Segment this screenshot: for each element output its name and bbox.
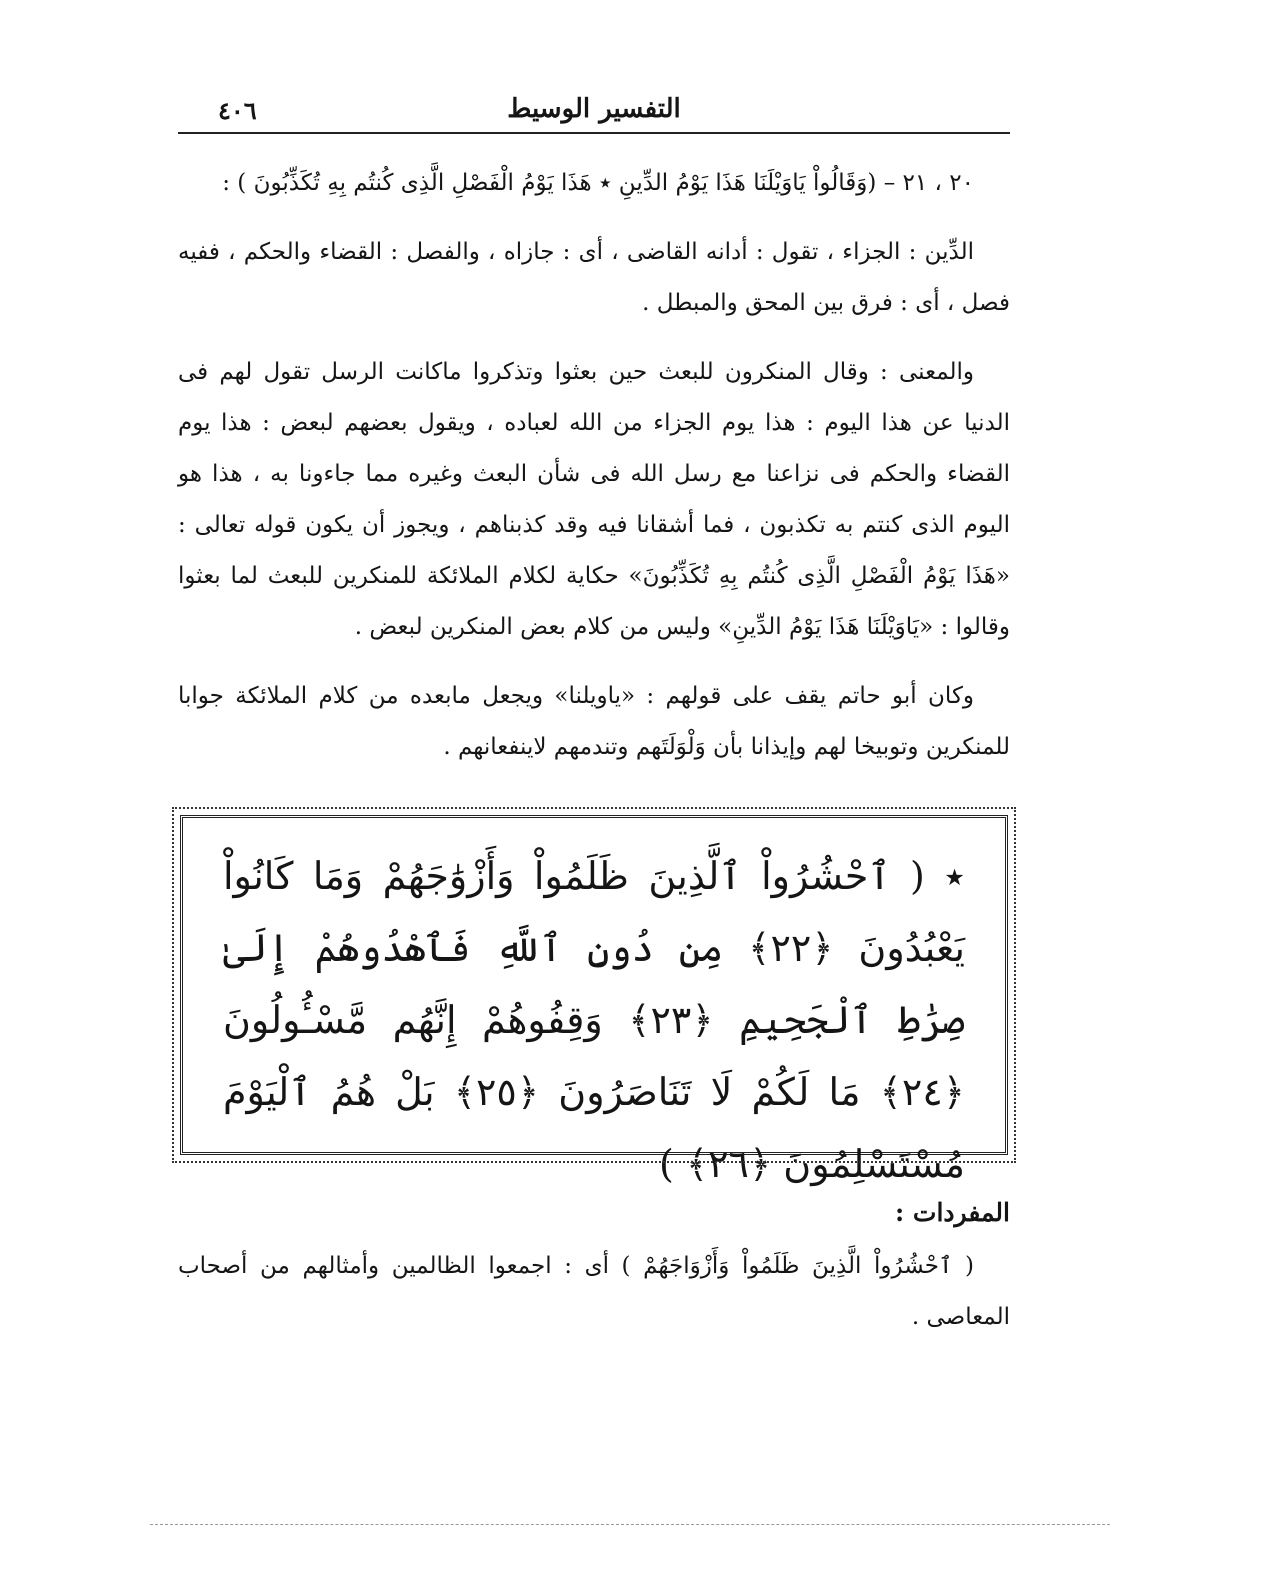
quran-passage: ٭ ( ٱحْشُرُواْ ٱلَّذِينَ ظَلَمُواْ وَأَزْوَٰجَهُمْ وَمَا كَانُواْ يَعْبُدُونَ ﴿٢٢﴾ مِن دُونِ ٱللَّهِ فَٱهْدُوهُمْ إِلَىٰ صِرَٰطِ ٱلْجَحِيمِ ﴿٢٣﴾ وَقِفُوهُمْ إِنَّهُم مَّسْـُٔولُونَ ﴿٢٤﴾ مَا لَكُمْ لَا تَنَاصَرُونَ ﴿٢٥﴾ بَلْ هُمُ ٱلْيَوْمَ مُسْتَسْلِمُونَ ﴿٢٦﴾ ) [223, 854, 966, 1186]
abu-hatim-paragraph: وكان أبو حاتم يقف على قولهم : «ياويلنا» ويجعل مابعده من كلام الملائكة جوابا للمنكرين وتوبيخا لهم وإيذانا بأن وَلْوَلَتَهم وتندمهم لاينفعانهم . [178, 683, 1010, 760]
book-page [178, 88, 1010, 1343]
page-header [178, 88, 1010, 134]
running-title: التفسير الوسيط [507, 94, 681, 124]
definitions-paragraph: الدِّين : الجزاء ، تقول : أدانه القاضى ، أى : جازاه ، والفصل : القضاء والحكم ، ففيه فصل ، أى : فرق بين المحق والمبطل . [178, 239, 1010, 316]
quran-frame [180, 815, 1008, 1186]
footer-rule [150, 1524, 1110, 1525]
vocab-heading: المفردات : [894, 1198, 1010, 1227]
verse-paragraph: ٢٠ ، ٢١ – (وَقَالُواْ يَاوَيْلَنَا هَذَا يَوْمُ الدِّينِ ٭ هَذَا يَوْمُ الْفَصْلِ الَّذِى كُنتُم بِهِ تُكَذِّبُونَ ) : [222, 170, 974, 196]
vocab-paragraph: ( ٱحْشُرُواْ الَّذِينَ ظَلَمُواْ وَأَزْوَاجَهُمْ ) أى : اجمعوا الظالمين وأمثالهم من أصحاب المعاصى . [178, 1253, 1010, 1330]
page-number: ٤٠٦ [218, 96, 257, 125]
meaning-paragraph: والمعنى : وقال المنكرون للبعث حين بعثوا وتذكروا ماكانت الرسل تقول لهم فى الدنيا عن هذا اليوم : هذا يوم الجزاء من الله لعباده ، ويقول بعضهم لبعض : هذا يوم القضاء والحكم فى نزاعنا مع رسل الله فى شأن البعث وغيره مما جاءونا به ، هذا هو اليوم الذى كنتم به تكذبون ، فما أشقانا فيه وقد كذبناهم ، ويجوز أن يكون قوله تعالى : «هَذَا يَوْمُ الْفَصْلِ الَّذِى كُنتُم بِهِ تُكَذِّبُونَ» حكاية لكلام الملائكة للمنكرين للبعث لما بعثوا وقالوا : «يَاوَيْلَنَا هَذَا يَوْمُ الدِّينِ» وليس من كلام بعض المنكرين لبعض . [178, 359, 1010, 640]
